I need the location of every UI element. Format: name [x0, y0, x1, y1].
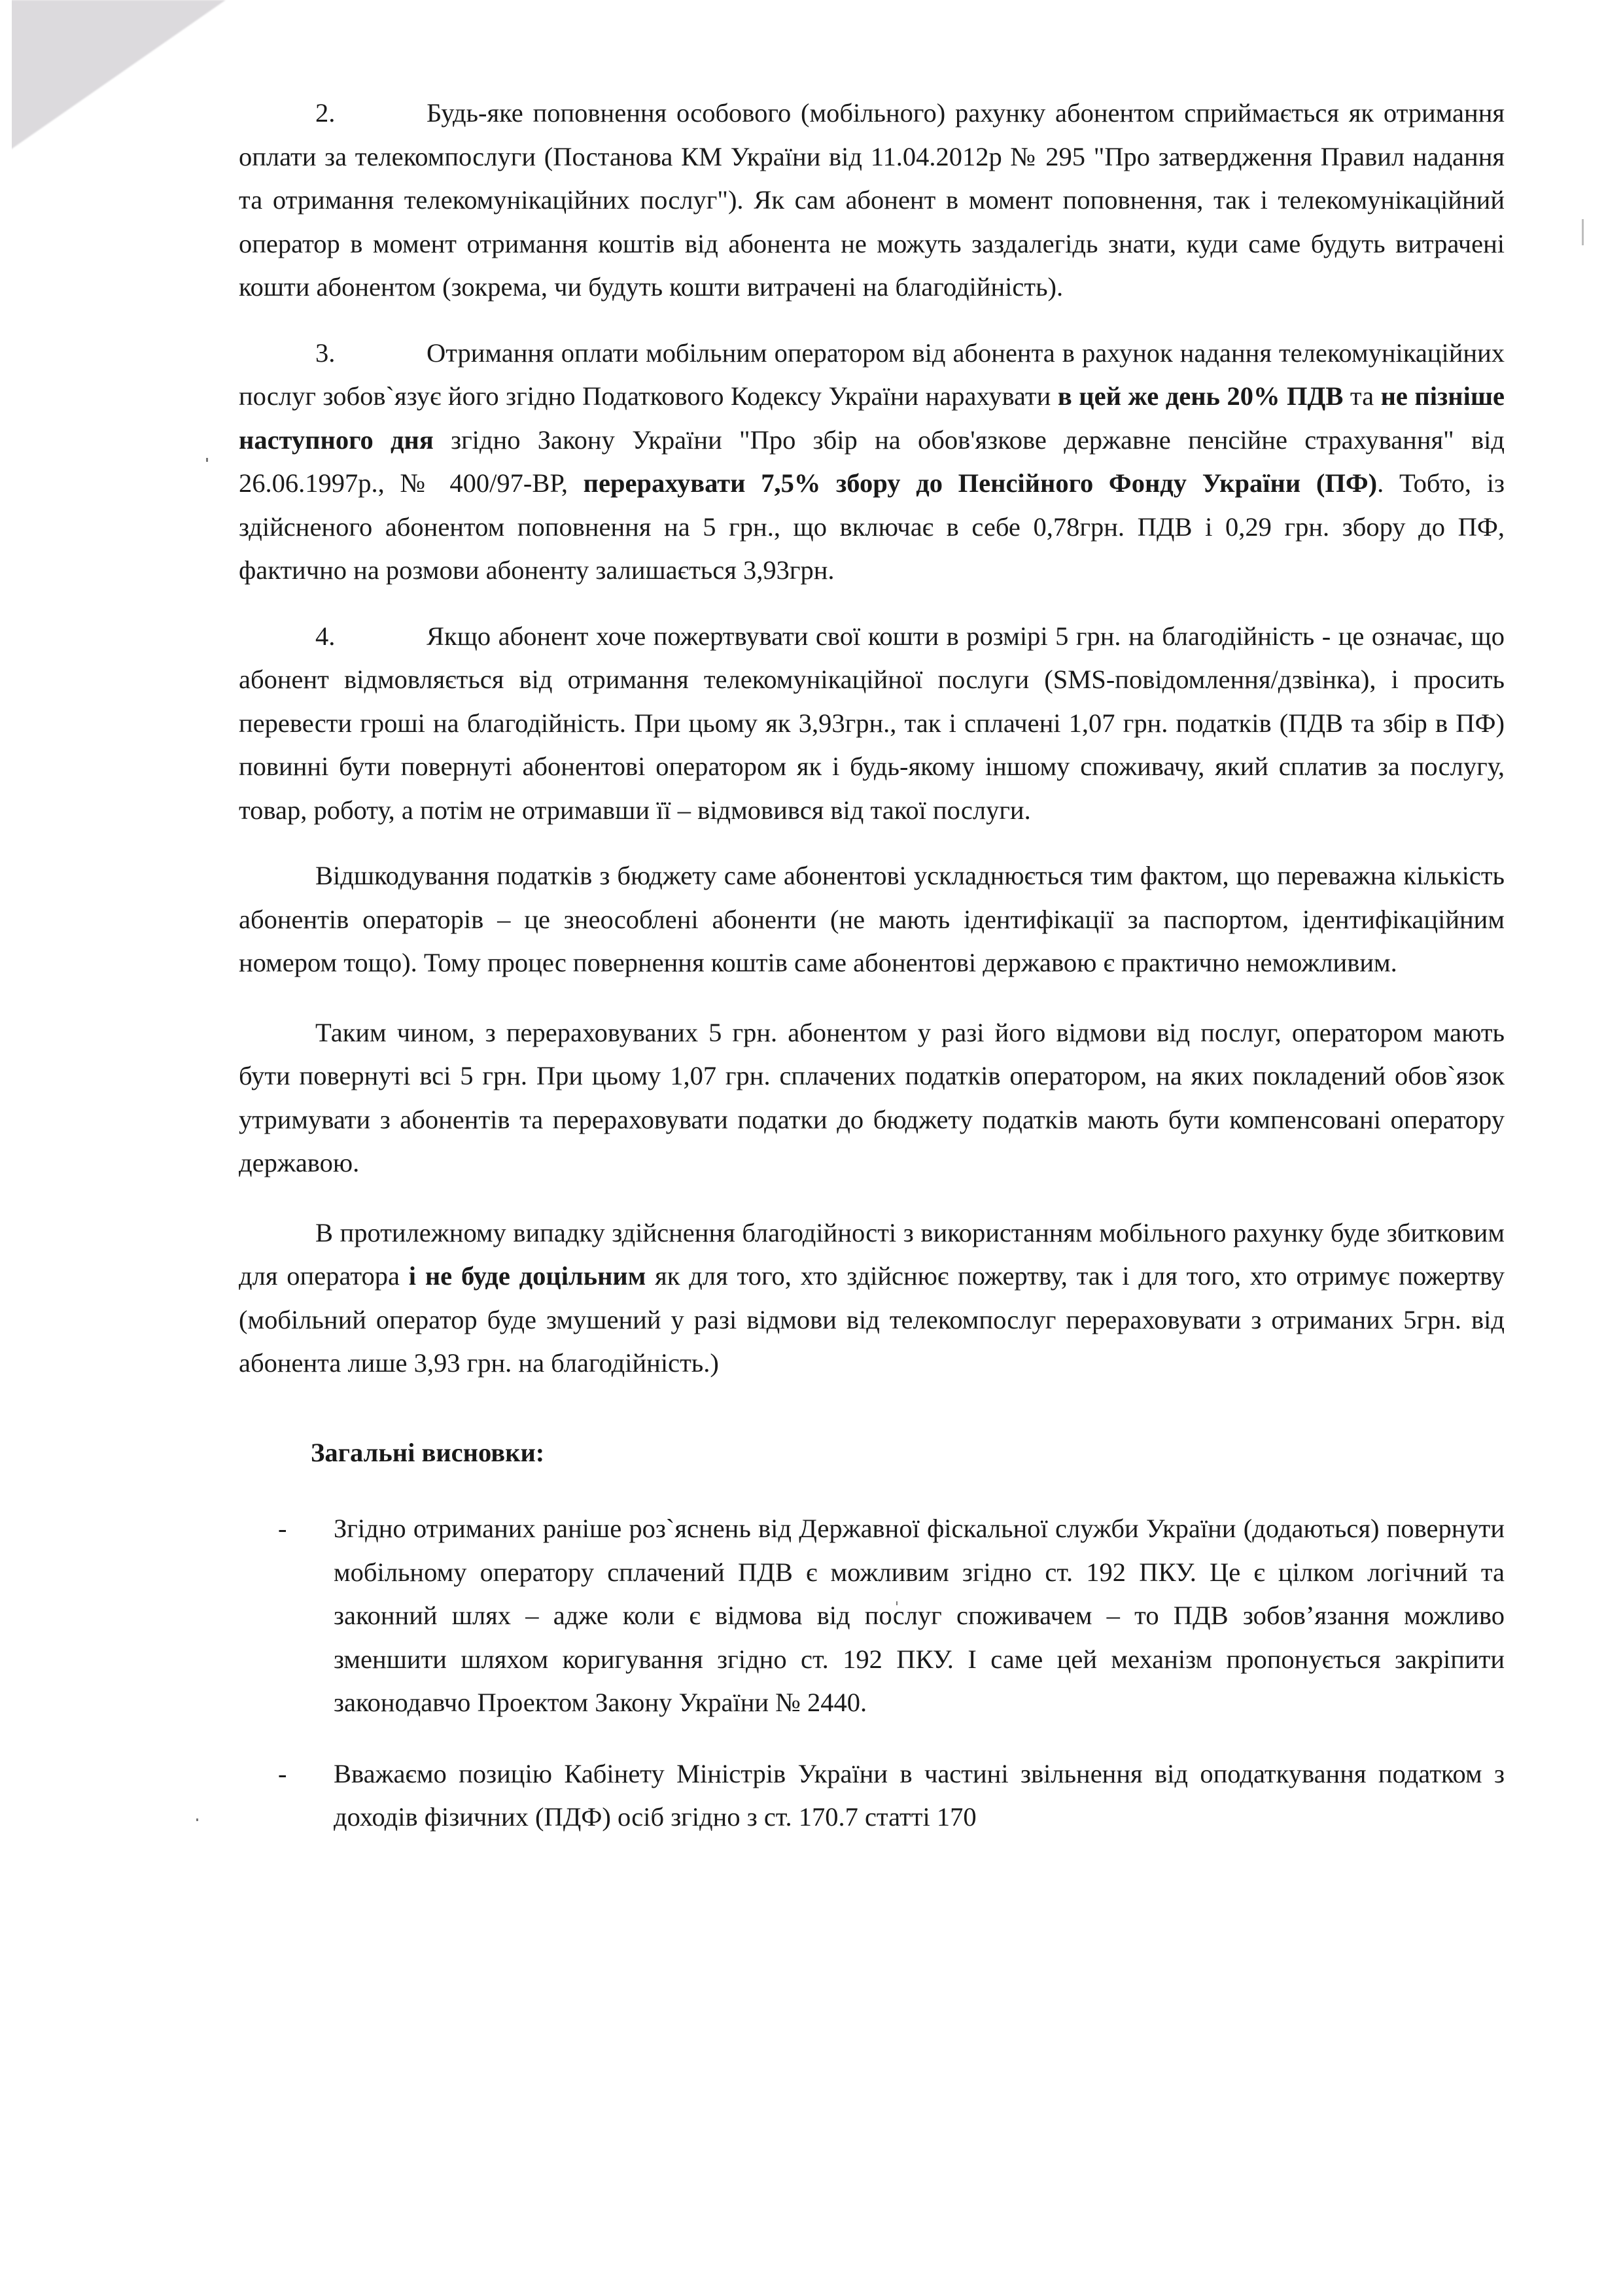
paragraph-text-segment: як для того, хто здійснює пожертву, так і для того, хто отримує пожертву (мобільний оператор буде змушений у разі відмови від телекомпослуг перераховувати з отриманих 5грн. від абонента лише 3,93 грн. на благодійність.): [239, 1261, 1505, 1378]
document-page: [239, 92, 1505, 1839]
paragraph-text-segment: згідно Закону України "Про збір на обов'язкове державне пенсійне страхування" від 26.06.1997р., № 400/97-ВР,: [239, 425, 1505, 498]
scan-edge: [0, 0, 12, 170]
conclusion-item: [239, 1507, 1505, 1725]
paragraph-text-segment: В протилежному випадку здійснення благодійності з використанням мобільного рахунку буде збитковим для оператора: [239, 1217, 1505, 1291]
bullet-dash: -: [278, 1758, 287, 1788]
paragraph-text-segment: Отримання оплати мобільним оператором від абонента в рахунок надання телекомунікаційних послуг зобов`язує його згідно Податкового Кодексу України нарахувати: [239, 338, 1505, 411]
paragraph-number: 2.: [315, 98, 336, 128]
paragraph-2: [239, 92, 1505, 309]
paragraph-conclusion-refund: Таким чином, з перераховуваних 5 грн. абонентом у разі його відмови від послуг, оператором мають бути повернуті всі 5 грн. При цьому 1,07 грн. сплачених податків оператором, на яких покладений обов`язок утримувати з абонентів та перераховувати податки до бюджету податків мають бути компенсовані оператору державою.: [239, 1017, 1505, 1177]
bullet-dash: -: [278, 1514, 287, 1543]
paragraph-tax-refund: Відшкодування податків з бюджету саме абонентові ускладнюється тим фактом, що переважна кількість абонентів операторів – це знеособлені абоненти (не мають ідентифікації за паспортом, ідентифікаційним номером тощо). Тому процес повернення коштів саме абонентові державою є практично неможливим.: [239, 861, 1505, 977]
conclusions-list: [239, 1507, 1505, 1839]
section-heading-general-conclusions: Загальні висновки:: [311, 1437, 545, 1467]
scan-margin-mark: [1582, 219, 1584, 245]
emphasis-text: в цей же день 20% ПДВ: [1057, 381, 1344, 411]
scanned-page-corner-fold: [0, 0, 226, 157]
conclusion-item: [239, 1752, 1505, 1839]
paragraph-3: [239, 332, 1505, 593]
emphasis-text: не пізніше наступного дня: [239, 381, 1505, 455]
paragraph-number: 3.: [315, 338, 336, 368]
emphasis-text: і не буде доцільним: [408, 1261, 646, 1291]
paragraph-4: [239, 615, 1505, 833]
paragraph-otherwise: [239, 1211, 1505, 1385]
emphasis-text: перерахувати 7,5% збору до Пенсійного Фонду України (ПФ): [583, 468, 1378, 498]
paragraph-text: Якщо абонент хоче пожертвувати свої кошти в розмірі 5 грн. на благодійність - це означає, що абонент відмовляється від отримання телекомунікаційної послуги (SMS-повідомлення/дзвінка), і просить перевести гроші на благодійність. При цьому як 3,93грн., так і сплачені 1,07 грн. податків (ПДВ та збір в ПФ) повинні бути повернуті абонентові оператором як і будь-якому іншому споживачу, який сплатив за послугу, товар, роботу, а потім не отримавши її – відмовився від такої послуги.: [239, 621, 1505, 825]
paragraph-text: Будь-яке поповнення особового (мобільного) рахунку абонентом сприймається як отримання оплати за телекомпослуги (Постанова КМ України від 11.04.2012р № 295 "Про затвердження Правил надання та отримання телекомунікаційних послуг"). Як сам абонент в момент поповнення, так і телекомунікаційний оператор в момент отримання коштів від абонента не можуть заздалегідь знати, куди саме будуть витрачені кошти абонентом (зокрема, чи будуть кошти витрачені на благодійність).: [239, 98, 1505, 302]
conclusion-text: Вважаємо позицію Кабінету Міністрів України в частині звільнення від оподаткування податком з доходів фізичних (ПДФ) осіб згідно з ст. 170.7 статті 170: [334, 1758, 1505, 1832]
paragraph-text-segment: та: [1343, 381, 1381, 411]
paragraph-number: 4.: [315, 621, 336, 651]
conclusion-text: Згідно отриманих раніше роз`яснень від Державної фіскальної служби України (додаються) повернути мобільному оператору сплачений ПДВ є можливим згідно ст. 192 ПКУ. Це є цілком логічний та законний шлях – адже коли є відмова від послуг споживачем – то ПДВ зобов’язання можливо зменшити шляхом коригування згідно ст. 192 ПКУ. І саме цей механізм пропонується закріпити законодавчо Проектом Закону України № 2440.: [334, 1514, 1505, 1717]
scan-speck: [196, 1818, 198, 1821]
scan-speck: [206, 458, 208, 462]
paragraph-text-segment: . Тобто, із здійсненого абонентом поповнення на 5 грн., що включає в себе 0,78грн. ПДВ і 0,29 грн. збору до ПФ, фактично на розмови абоненту залишається 3,93грн.: [239, 468, 1505, 585]
